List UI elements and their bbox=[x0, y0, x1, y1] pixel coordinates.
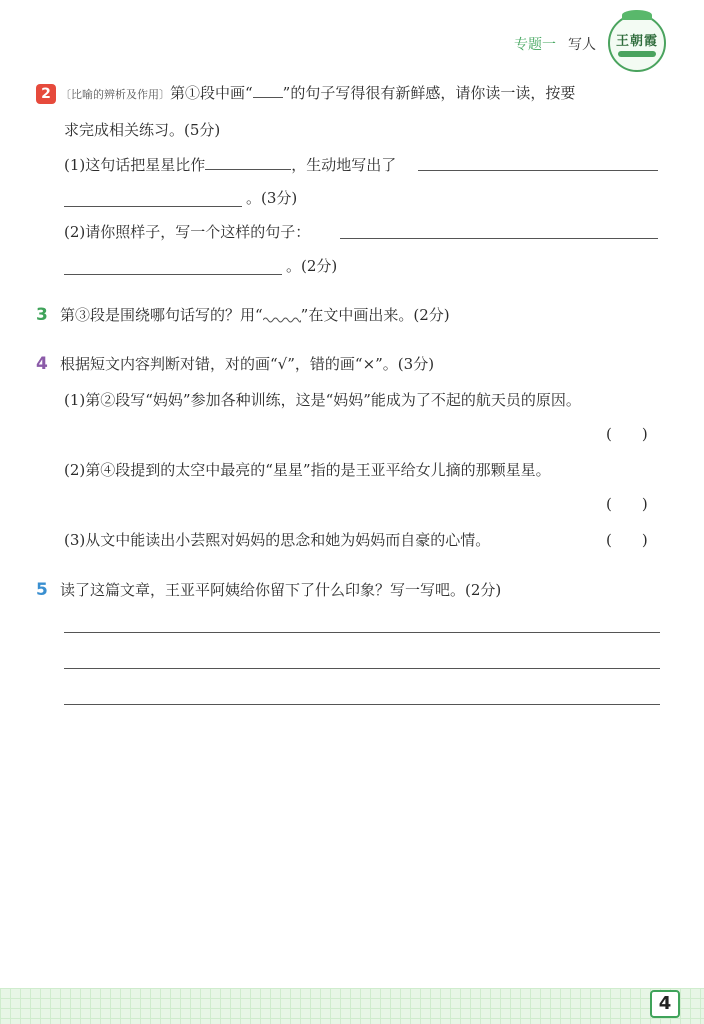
question-number: 3 bbox=[36, 305, 48, 325]
question-text: 第③段是围绕哪句话写的？用“ bbox=[60, 306, 263, 324]
answer-line[interactable] bbox=[64, 206, 242, 207]
page-header bbox=[514, 34, 596, 54]
question-number: 5 bbox=[36, 580, 48, 600]
topic-subject: 写人 bbox=[568, 37, 596, 53]
answer-line[interactable] bbox=[418, 170, 658, 171]
question-2-sub1 bbox=[64, 154, 396, 175]
question-text: 第①段中画“ bbox=[170, 84, 253, 102]
logo-ribbon bbox=[618, 51, 656, 57]
answer-line[interactable] bbox=[340, 238, 658, 239]
question-number: 4 bbox=[36, 354, 48, 374]
logo-text: 王朝霞 bbox=[615, 33, 658, 49]
underline-sample bbox=[253, 82, 283, 98]
sub1-text-b: ，生动地写出了 bbox=[291, 156, 397, 174]
question-3 bbox=[36, 304, 450, 325]
question-tag: 〔比喻的辨析及作用〕 bbox=[60, 88, 170, 101]
question-2-sub1-end: 。(3分) bbox=[246, 189, 298, 207]
question-5 bbox=[36, 580, 501, 600]
question-4 bbox=[36, 354, 434, 374]
question-2-intro bbox=[36, 82, 575, 105]
question-text: 根据短文内容判断对错，对的画“√”，错的画“×”。(3分) bbox=[60, 355, 435, 373]
question-2-sub2-end: 。(2分) bbox=[286, 257, 338, 275]
question-text: ”的句子写得很有新鲜感，请你读一读，按要 bbox=[282, 84, 576, 102]
question-2-intro-line2: 求完成相关练习。(5分) bbox=[64, 121, 221, 139]
wavy-line-icon bbox=[263, 304, 301, 320]
writing-line[interactable] bbox=[64, 704, 660, 705]
answer-blank[interactable] bbox=[205, 154, 291, 170]
judge-item-1: (1)第②段写“妈妈”参加各种训练，这是“妈妈”能成为了不起的航天员的原因。 bbox=[64, 391, 581, 409]
topic-label: 专题一 bbox=[514, 37, 556, 53]
judge-answer-box-3[interactable]: ( ) bbox=[606, 531, 648, 549]
question-2-sub2: (2)请你照样子，写一个这样的句子： bbox=[64, 223, 311, 241]
writing-line[interactable] bbox=[64, 668, 660, 669]
judge-answer-box-2[interactable]: ( ) bbox=[606, 495, 648, 513]
writing-line[interactable] bbox=[64, 632, 660, 633]
judge-item-2: (2)第④段提到的太空中最亮的“星星”指的是王亚平给女儿摘的那颗星星。 bbox=[64, 461, 551, 479]
question-text: 读了这篇文章，王亚平阿姨给你留下了什么印象？写一写吧。(2分) bbox=[60, 581, 502, 599]
leaf-icon bbox=[622, 10, 652, 20]
sub1-text-a: (1)这句话把星星比作 bbox=[64, 156, 206, 174]
judge-answer-box-1[interactable]: ( ) bbox=[606, 425, 648, 443]
question-text: ”在文中画出来。(2分) bbox=[300, 306, 450, 324]
page-number: 4 bbox=[650, 990, 680, 1018]
brand-logo bbox=[608, 14, 666, 72]
footer-grid-strip bbox=[0, 988, 704, 1024]
judge-item-3: (3)从文中能读出小芸熙对妈妈的思念和她为妈妈而自豪的心情。 bbox=[64, 531, 491, 549]
answer-line[interactable] bbox=[64, 274, 282, 275]
question-number: 2 bbox=[36, 84, 56, 104]
